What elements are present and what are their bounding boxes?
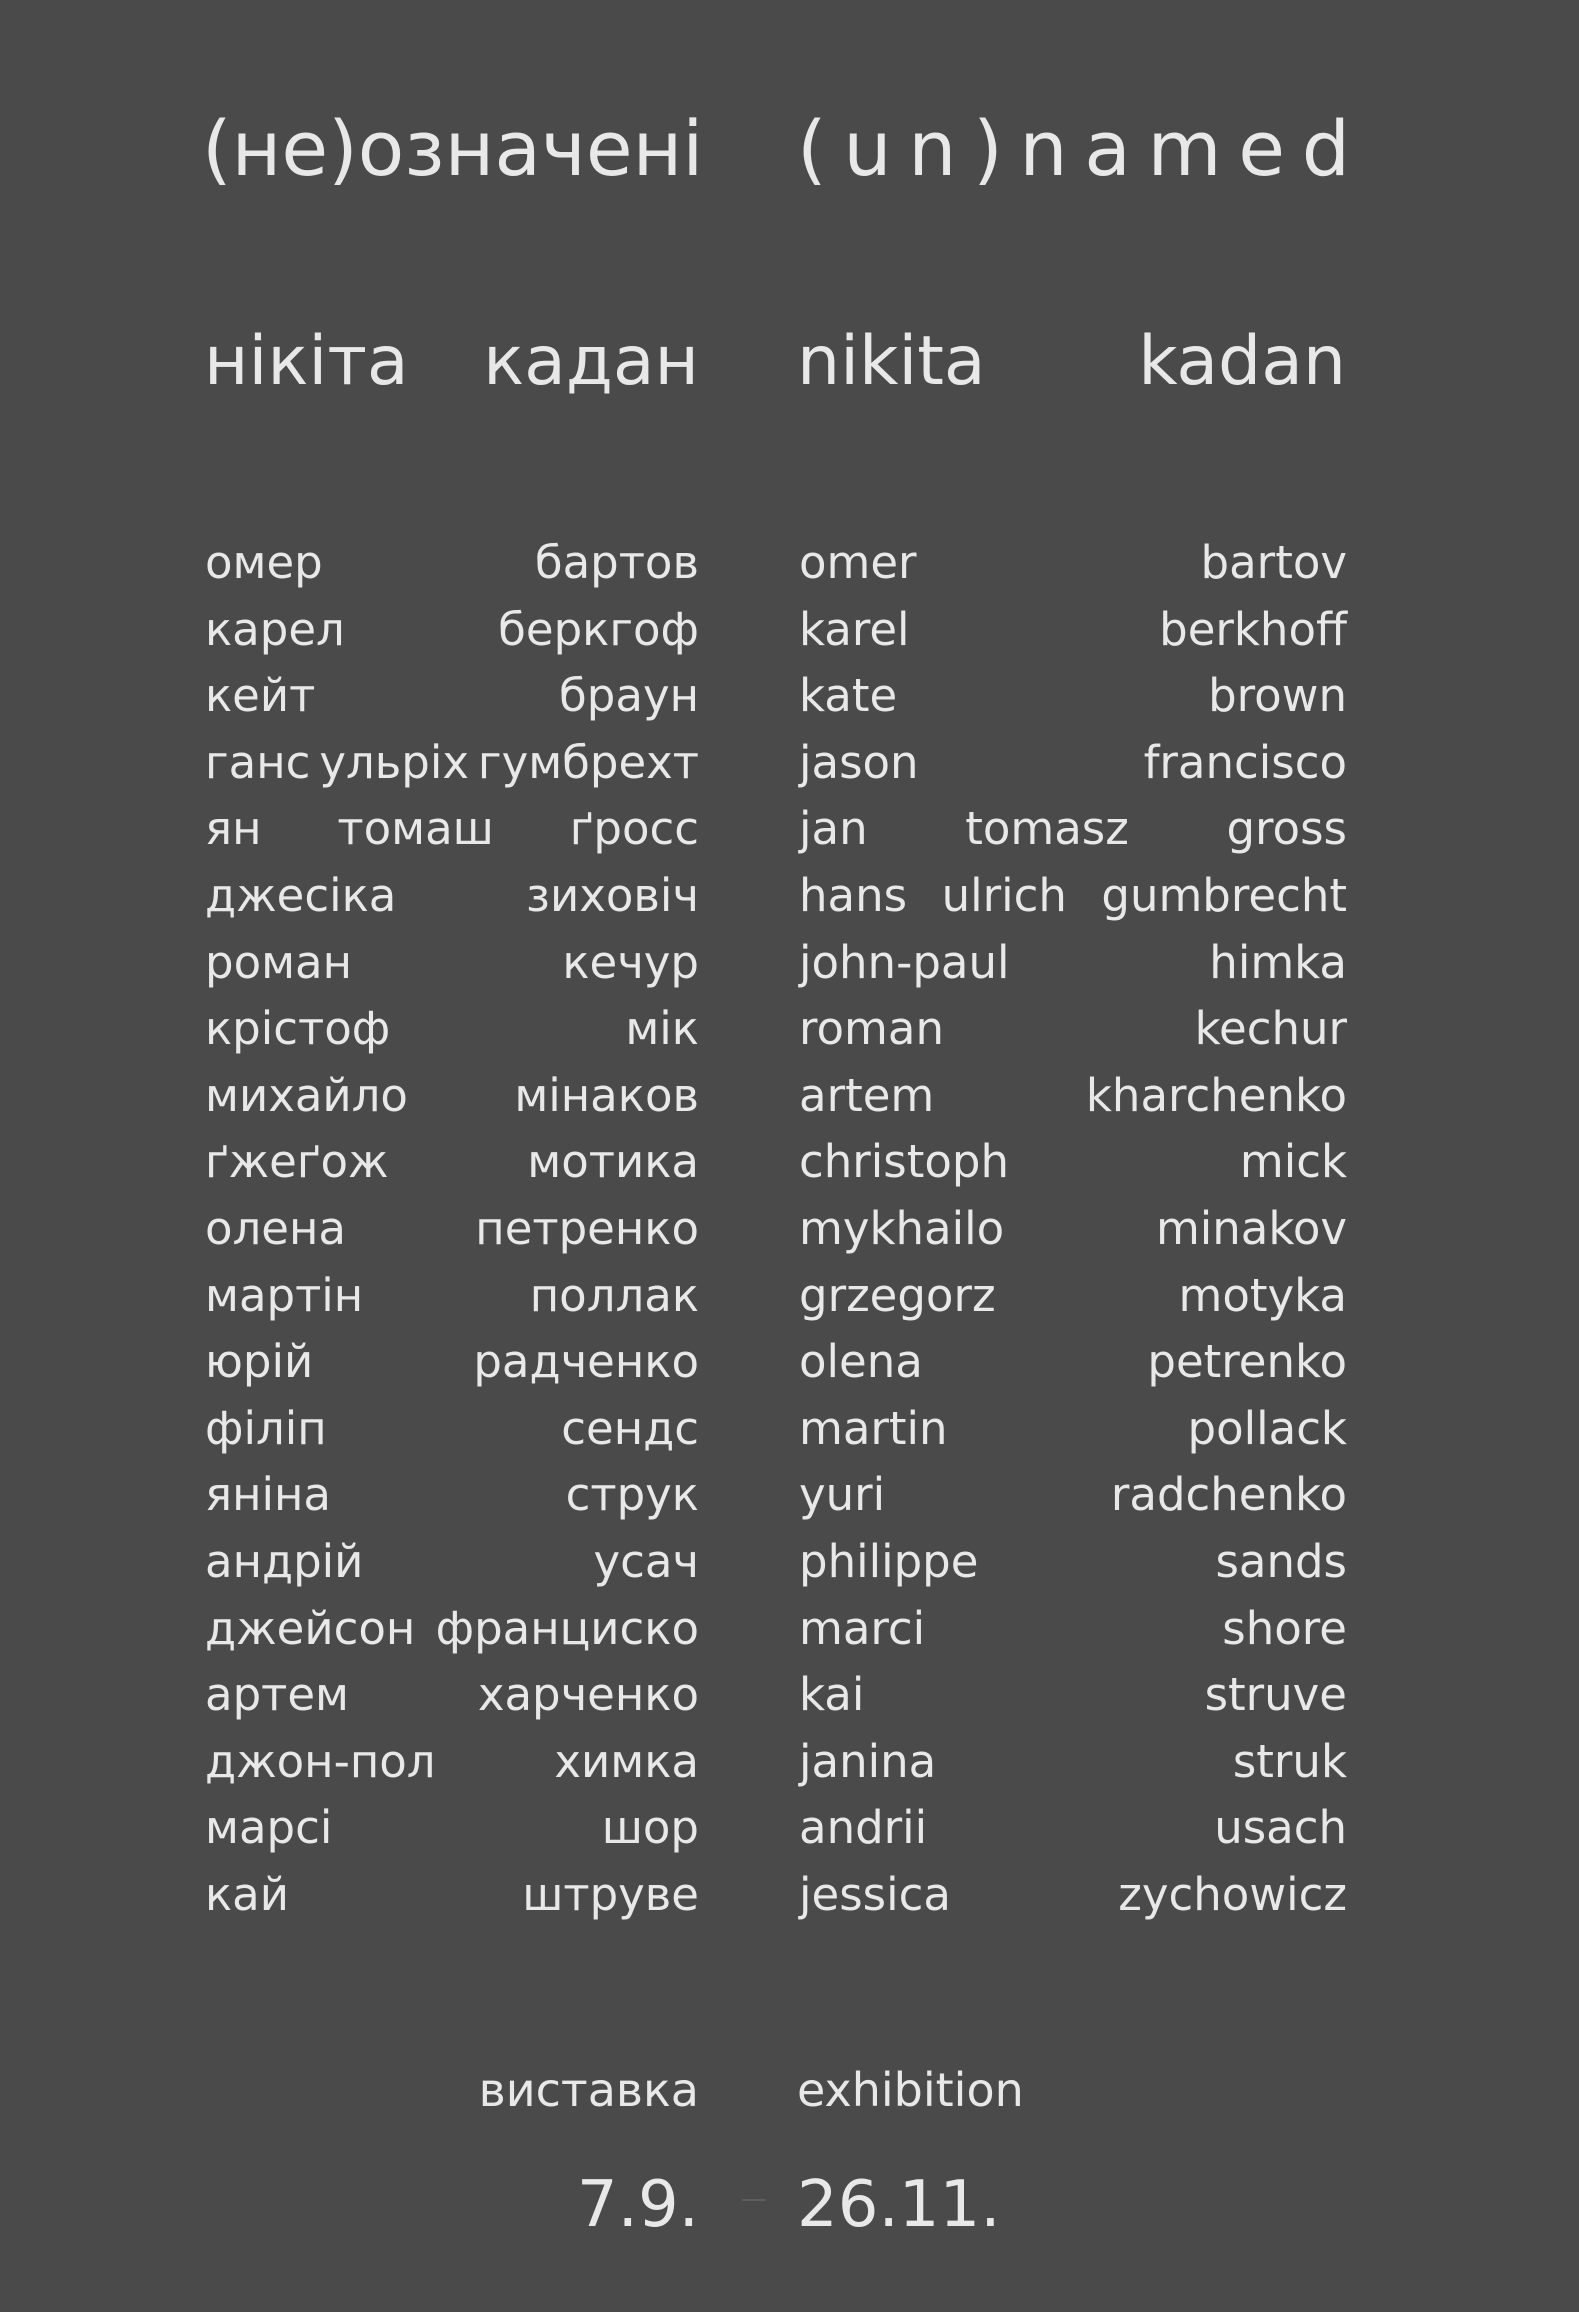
participant-uk-name-part: шор: [601, 1801, 699, 1855]
participant-en-name-part: kai: [799, 1668, 865, 1722]
participant-row: [799, 1795, 1347, 1862]
participant-row: [799, 1396, 1347, 1463]
participant-en-name-part: shore: [1222, 1601, 1347, 1655]
participant-en-name-part: francisco: [1143, 735, 1347, 789]
title-ukrainian: [202, 104, 704, 194]
participant-en-name-part: mykhailo: [799, 1201, 1005, 1255]
participant-en-name-part: janina: [799, 1734, 937, 1788]
title-english-letter: m: [1147, 104, 1222, 193]
participant-en-name-part: john-paul: [799, 935, 1010, 989]
title-english-letter: a: [1084, 104, 1131, 193]
participant-uk-name-part: зиховіч: [526, 868, 699, 922]
participant-en-name-part: jan: [799, 802, 868, 856]
participant-en-name-part: gross: [1226, 802, 1347, 856]
participant-row: [205, 1529, 699, 1596]
artist-first-name-en: nikita: [797, 322, 986, 401]
participant-uk-name-part: мотика: [527, 1135, 699, 1189]
participant-en-name-part: himka: [1209, 935, 1347, 989]
participant-row: [799, 1529, 1347, 1596]
participant-uk-name-part: михайло: [205, 1068, 408, 1122]
participant-en-name-part: marci: [799, 1601, 926, 1655]
participant-uk-name-part: кейт: [205, 669, 316, 723]
participant-en-name-part: hans: [799, 868, 908, 922]
participant-uk-name-part: радченко: [473, 1335, 699, 1389]
participant-en-name-part: mick: [1239, 1135, 1347, 1189]
exhibition-end-date: 26.11.: [797, 2168, 1001, 2242]
participant-uk-name-part: роман: [205, 935, 353, 989]
participant-en-name-part: struve: [1204, 1668, 1347, 1722]
participant-uk-name-part: кай: [205, 1867, 290, 1921]
participant-uk-name-part: петренко: [475, 1201, 699, 1255]
participant-en-name-part: berkhoff: [1159, 602, 1347, 656]
participant-row: [205, 1129, 699, 1196]
title-english-letter: u: [843, 104, 892, 193]
participant-row: [205, 1263, 699, 1330]
participant-uk-name-part: химка: [554, 1734, 699, 1788]
participant-row: [799, 1263, 1347, 1330]
participant-row: [799, 863, 1347, 930]
participant-row: [205, 530, 699, 597]
participant-en-name-part: motyka: [1178, 1268, 1347, 1322]
artist-name-ukrainian: [204, 322, 699, 402]
participant-en-name-part: sands: [1215, 1534, 1347, 1588]
participant-uk-name-part: струк: [565, 1468, 699, 1522]
participant-en-name-part: karel: [799, 602, 910, 656]
participant-row: [205, 796, 699, 863]
participant-en-name-part: minakov: [1155, 1201, 1347, 1255]
participant-row: [205, 1396, 699, 1463]
participant-row: [205, 996, 699, 1063]
participant-uk-name-part: кечур: [562, 935, 699, 989]
title-english-letter: e: [1238, 104, 1286, 193]
participant-row: [799, 730, 1347, 797]
participant-row: [799, 1662, 1347, 1729]
participant-uk-name-part: франциско: [435, 1601, 699, 1655]
participant-row: [205, 1662, 699, 1729]
participant-uk-name-part: карел: [205, 602, 345, 656]
artist-name-english: [797, 322, 1346, 402]
participants-list-english: [799, 530, 1347, 1928]
participant-uk-name-part: гумбрехт: [477, 735, 699, 789]
participant-uk-name-part: джон-пол: [205, 1734, 436, 1788]
title-ukrainian-text: (не)означені: [202, 104, 704, 193]
participant-uk-name-part: ульріх: [319, 735, 469, 789]
participant-uk-name-part: браун: [559, 669, 699, 723]
participant-en-name-part: jason: [799, 735, 919, 789]
participant-en-name-part: ulrich: [941, 868, 1067, 922]
participant-row: [205, 1329, 699, 1396]
participant-row: [799, 1462, 1347, 1529]
title-english-letter: n: [1019, 104, 1068, 193]
participant-row: [205, 1795, 699, 1862]
participant-row: [799, 663, 1347, 730]
participant-uk-name-part: марсі: [205, 1801, 333, 1855]
participant-row: [205, 930, 699, 997]
participant-en-name-part: christoph: [799, 1135, 1009, 1189]
participant-uk-name-part: томаш: [337, 802, 494, 856]
participant-row: [799, 1063, 1347, 1130]
participant-row: [799, 1596, 1347, 1663]
participant-uk-name-part: андрій: [205, 1534, 364, 1588]
participant-uk-name-part: філіп: [205, 1401, 327, 1455]
participant-uk-name-part: мік: [625, 1002, 699, 1056]
participant-row: [205, 863, 699, 930]
title-english-letter: ): [973, 104, 1003, 193]
participant-en-name-part: tomasz: [965, 802, 1129, 856]
participant-uk-name-part: поллак: [529, 1268, 699, 1322]
participant-en-name-part: zychowicz: [1118, 1867, 1347, 1921]
participant-uk-name-part: мартін: [205, 1268, 364, 1322]
participant-uk-name-part: яніна: [205, 1468, 331, 1522]
participant-en-name-part: jessica: [799, 1867, 951, 1921]
title-english-letter: d: [1301, 104, 1350, 193]
participant-uk-name-part: ґросс: [569, 802, 699, 856]
participant-en-name-part: petrenko: [1147, 1335, 1347, 1389]
participant-uk-name-part: ґжеґож: [205, 1135, 389, 1189]
participant-row: [205, 597, 699, 664]
participant-en-name-part: yuri: [799, 1468, 886, 1522]
participant-row: [205, 1862, 699, 1929]
participant-row: [799, 1862, 1347, 1929]
title-english: [797, 104, 1350, 194]
participant-uk-name-part: штруве: [522, 1867, 699, 1921]
participant-en-name-part: artem: [799, 1068, 935, 1122]
participant-uk-name-part: мінаков: [514, 1068, 699, 1122]
artist-last-name-en: kadan: [1138, 322, 1346, 401]
participant-row: [205, 730, 699, 797]
participant-en-name-part: usach: [1214, 1801, 1347, 1855]
participant-en-name-part: grzegorz: [799, 1268, 996, 1322]
participant-uk-name-part: ганс: [205, 735, 311, 789]
exhibition-start-date: 7.9.: [576, 2168, 699, 2242]
participant-en-name-part: philippe: [799, 1534, 979, 1588]
participant-row: [799, 1329, 1347, 1396]
participant-en-name-part: bartov: [1200, 536, 1347, 589]
exhibition-label-uk: виставка: [478, 2063, 699, 2117]
exhibition-label-en: exhibition: [797, 2063, 1024, 2117]
participant-en-name-part: kharchenko: [1085, 1068, 1347, 1122]
participant-en-name-part: olena: [799, 1335, 923, 1389]
participant-row: [799, 1196, 1347, 1263]
participant-uk-name-part: юрій: [205, 1335, 314, 1389]
participant-uk-name-part: сендс: [561, 1401, 699, 1455]
participant-row: [799, 1729, 1347, 1796]
participant-uk-name-part: беркгоф: [498, 602, 699, 656]
participant-row: [205, 1063, 699, 1130]
participant-en-name-part: brown: [1208, 669, 1347, 723]
participant-row: [205, 663, 699, 730]
artist-last-name-uk: кадан: [483, 322, 699, 401]
participant-uk-name-part: джейсон: [205, 1601, 416, 1655]
participant-en-name-part: radchenko: [1110, 1468, 1347, 1522]
participant-row: [799, 930, 1347, 997]
title-english-letter: (: [797, 104, 827, 193]
participant-en-name-part: omer: [799, 536, 917, 589]
participant-row: [799, 530, 1347, 597]
artist-first-name-uk: нікіта: [204, 322, 409, 401]
participant-row: [205, 1596, 699, 1663]
title-english-letter: n: [908, 104, 957, 193]
participant-row: [799, 796, 1347, 863]
participant-uk-name-part: харченко: [477, 1668, 699, 1722]
participant-row: [205, 1462, 699, 1529]
participant-uk-name-part: ян: [205, 802, 262, 856]
participant-uk-name-part: олена: [205, 1201, 346, 1255]
participant-en-name-part: gumbrecht: [1101, 868, 1347, 922]
participant-en-name-part: struk: [1232, 1734, 1347, 1788]
participant-row: [205, 1196, 699, 1263]
participant-en-name-part: pollack: [1187, 1401, 1347, 1455]
participant-en-name-part: martin: [799, 1401, 948, 1455]
participant-row: [799, 597, 1347, 664]
participant-uk-name-part: крістоф: [205, 1002, 391, 1056]
participant-row: [799, 1129, 1347, 1196]
participant-en-name-part: kate: [799, 669, 898, 723]
participant-uk-name-part: омер: [205, 536, 323, 589]
participant-uk-name-part: джесіка: [205, 868, 397, 922]
participant-row: [205, 1729, 699, 1796]
participant-uk-name-part: артем: [205, 1668, 349, 1722]
participant-row: [799, 996, 1347, 1063]
participant-uk-name-part: бартов: [534, 536, 699, 589]
participant-en-name-part: andrii: [799, 1801, 928, 1855]
participants-list-ukrainian: [205, 530, 699, 1928]
participant-en-name-part: kechur: [1194, 1002, 1347, 1056]
participant-en-name-part: roman: [799, 1002, 944, 1056]
date-range-dash: [742, 2199, 766, 2201]
participant-uk-name-part: усач: [593, 1534, 699, 1588]
